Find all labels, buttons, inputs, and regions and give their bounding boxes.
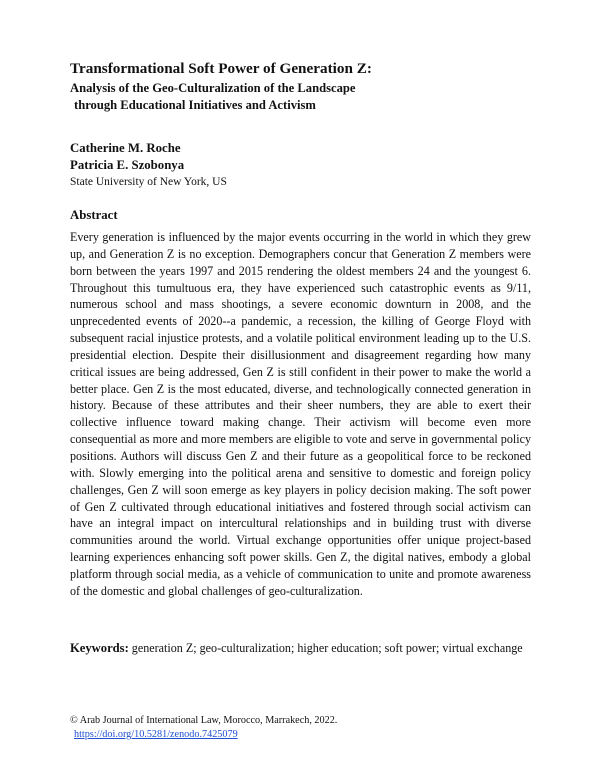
keywords-label: Keywords: [70, 641, 129, 655]
doi-link[interactable]: https://doi.org/10.5281/zenodo.7425079 [74, 729, 238, 740]
abstract-heading: Abstract [70, 208, 118, 222]
author-block [70, 140, 540, 191]
subtitle-line-1: Analysis of the Geo-Culturalization of the Landscape [70, 81, 356, 95]
copyright-notice: © Arab Journal of International Law, Morocco, Marrakech, 2022. [70, 715, 338, 726]
keywords [70, 640, 531, 657]
keywords-list: generation Z; geo-culturalization; higher education; soft power; virtual exchange [128, 641, 523, 655]
paper-subtitle [70, 80, 540, 114]
author-affiliation: State University of New York, US [70, 176, 227, 188]
author-name: Catherine M. Roche [70, 141, 181, 155]
abstract-text: Every generation is influenced by the major events occurring in the world in which they grew up, and Generation Z is no exception. Demographers concur that Generation Z members were born between the years 1997 and 2015 rendering the oldest members 24 and the youngest 6. Throughout this tumultuous era, they have experienced such catastrophic events as 9/11, numerous school and mass shootings, a severe economic downturn in 2008, and the unprecedented events of 2020--a pandemic, a recession, the killing of George Floyd with subsequent racial injustice protests, and a volatile political environment leading up to the U.S. presidential election. Despite their disillusionment and disagreement regarding how many critical issues are being addressed, Gen Z is still confident in their power to make the world a better place. Gen Z is the most educated, diverse, and technologically connected generation in history. Because of these attributes and their sheer numbers, they are able to exert their collective influence toward making change. Their activism will become even more consequential as more and more members are eligible to vote and serve in governmental policy positions. Authors will discuss Gen Z and their future as a geopolitical force to be reckoned with. Slowly emerging into the political arena and sensitive to domestic and foreign policy challenges, Gen Z will soon emerge as key players in policy decision making. The soft power of Gen Z cultivated through educational initiatives and fostered through social activism can have an integral impact on intercultural relationships and in building trust with diverse communities around the world. Virtual exchange opportunities offer unique project-based learning experiences enhancing soft power skills. Gen Z, the digital natives, embody a global platform through social media, as a vehicle of communication to unite and promote awareness of the domestic and global challenges of geo-culturalization. [70, 230, 531, 598]
paper-title: Transformational Soft Power of Generation Z: [70, 60, 372, 77]
subtitle-line-2: through Educational Initiatives and Activism [74, 98, 316, 112]
footer [70, 714, 540, 742]
author-name: Patricia E. Szobonya [70, 158, 185, 172]
